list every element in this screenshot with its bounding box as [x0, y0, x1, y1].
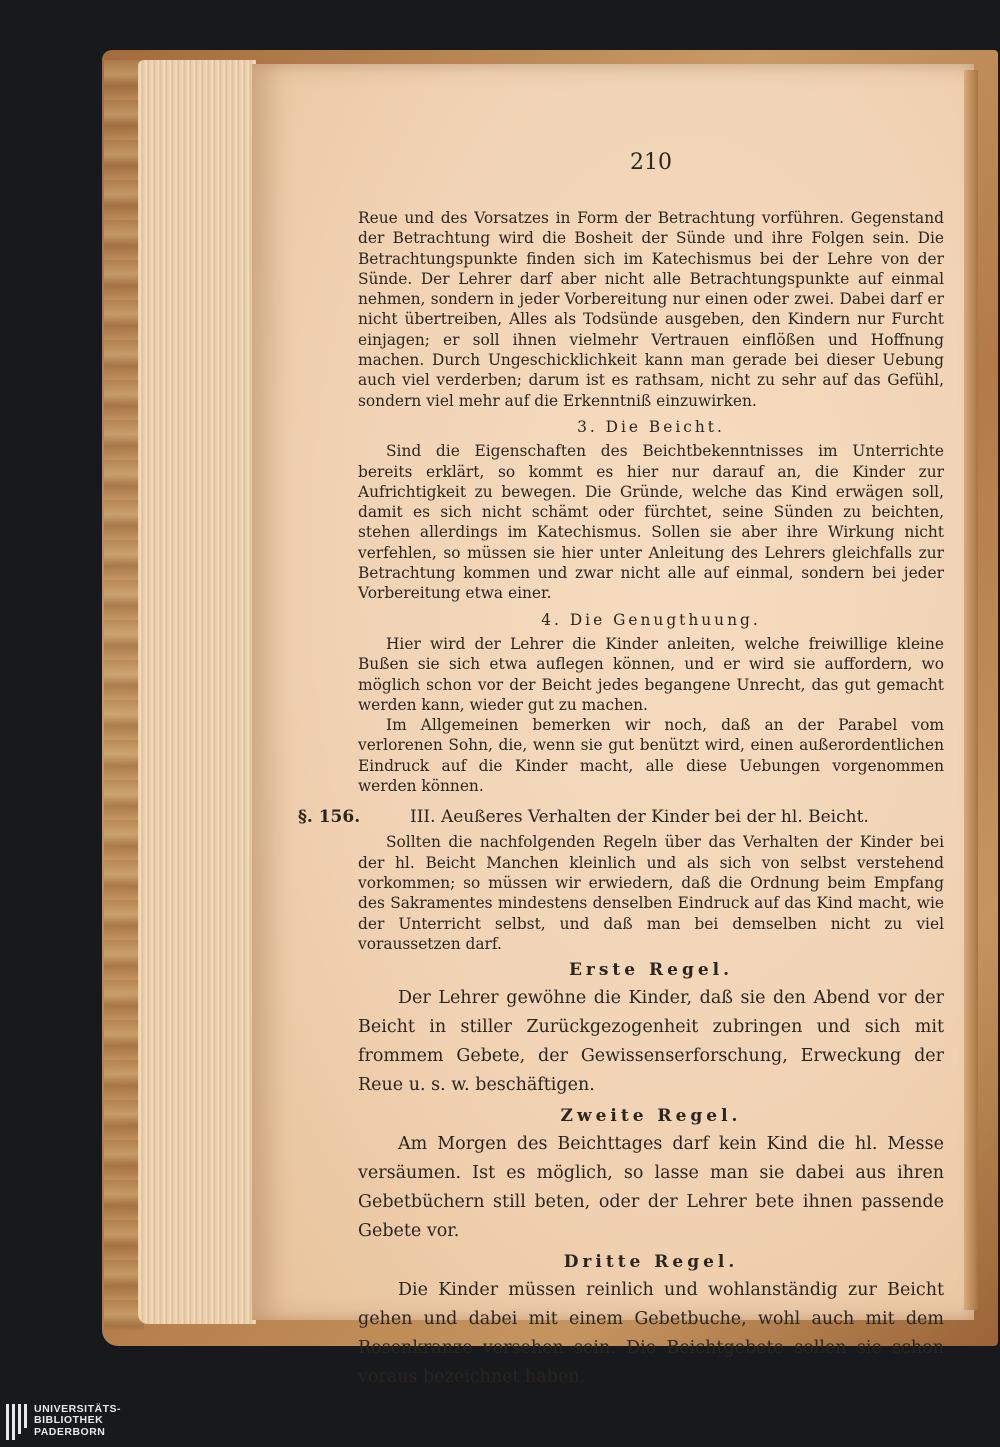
rule-2-title: Zweite Regel.	[560, 1106, 742, 1127]
subheading-beicht: 3. Die Beicht.	[577, 417, 725, 436]
paragraph-reue: Reue und des Vorsatzes in Form der Betrachtung vorführen. Gegenstand der Betrachtung wird die Bosheit der Sünde und ihre Folgen sein. Die Betrachtungspunkte finden sich im Katechismus bei der Lehre von der Sünde. Der Lehrer darf aber nicht alle Betrachtungspunkte auf einmal nehmen, sondern in jeder Vorbereitung nur einen oder zwei. Dabei darf er nicht übertreiben, Alles als Todsünde ausgeben, den Kindern nur Furcht einjagen; er soll ihnen vielmehr Vertrauen einflößen und Hoffnung machen. Durch Ungeschicklichkeit kann man gerade bei dieser Uebung auch viel verderben; darum ist es rathsam, nicht zu sehr auf das Gefühl, sondern viel mehr auf die Erkenntniß einzuwirken.	[358, 209, 944, 410]
paragraph-section-intro: Sollten die nachfolgenden Regeln über das Verhalten der Kinder bei der hl. Beicht Manchen kleinlich und als sich von selbst verstehend vorkommen; so müssen wir erwiedern, daß die Ordnung beim Empfang des Sakramentes mindestens denselben Eindruck auf das Kind macht, wie der Unterricht selbst, und daß man bei demselben nicht zu viel voraussetzen darf.	[358, 833, 944, 953]
logo-line-2: BIBLIOTHEK	[34, 1414, 104, 1427]
paragraph-genugthuung-2: Im Allgemeinen bemerken wir noch, daß an der Parabel vom verlorenen Sohn, die, wenn sie gut benützt wird, einen außerordentlichen Eindruck auf die Kinder macht, alle diese Uebungen vorgenommen werden können.	[358, 716, 944, 796]
rule-3-title: Dritte Regel.	[563, 1252, 739, 1273]
rule-1-text: Der Lehrer gewöhne die Kinder, daß sie den Abend vor der Beicht in stiller Zurückgezogenheit zubringen und sich mit frommem Gebete, der Gewissenserforschung, Erweckung der Reue u. s. w. beschäftigen.	[358, 988, 944, 1096]
rule-2-text: Am Morgen des Beichttages darf kein Kind die hl. Messe versäumen. Ist es möglich, so lasse man sie dabei aus ihren Gebetbüchern still beten, oder der Lehrer bete ihnen passende Gebete vor.	[358, 1134, 944, 1242]
rule-3-text: Die Kinder müssen reinlich und wohlanständig zur Beicht gehen und dabei mit einem Gebetbuche, wohl auch mit dem Rosenkranze versehen sein. Die Beichtgebete sollen sie schon voraus bezeichnet haben.	[358, 1280, 944, 1388]
logo-line-3: PADERBORN	[34, 1425, 106, 1438]
page-right-edge	[964, 70, 978, 1310]
subheading-genugthuung: 4. Die Genugthuung.	[541, 610, 761, 629]
page-number: 210	[630, 150, 672, 175]
page-text	[298, 150, 944, 1392]
section-number: §. 156.	[298, 807, 361, 828]
rule-1-title: Erste Regel.	[568, 960, 734, 981]
library-logo-icon	[4, 1400, 28, 1442]
section-title: III. Aeußeres Verhalten der Kinder bei der hl. Beicht.	[410, 807, 869, 828]
logo-line-1: UNIVERSITÄTS-	[34, 1402, 122, 1415]
library-logo	[4, 1398, 121, 1444]
paragraph-beicht: Sind die Eigenschaften des Beichtbekenntnisses im Unterrichte bereits erklärt, so kommt es hier nur darauf an, die Kinder zur Aufrichtigkeit zu bewegen. Die Gründe, welche das Kind erwägen soll, damit es sich nicht schämt oder fürchtet, seine Sünden zu beichten, stehen allerdings im Katechismus. Sollen sie aber ihre Wirkung nicht verfehlen, so müssen sie hier unter Anleitung des Lehrers gleichfalls zur Betrachtung kommen und zwar nicht alle auf einmal, sondern bei jeder Vorbereitung etwa einer.	[358, 442, 944, 603]
rules-block	[358, 958, 944, 1392]
section-heading	[298, 806, 944, 828]
page-edges	[138, 60, 256, 1324]
library-logo-text	[34, 1404, 121, 1439]
paragraph-genugthuung-1: Hier wird der Lehrer die Kinder anleiten, welche freiwillige kleine Bußen sie sich etwa auflegen können, und er wird sie auffordern, wo möglich schon vor der Beicht jedes begangene Unrecht, das gut gemacht werden kann, wieder gut zu machen.	[358, 634, 944, 714]
